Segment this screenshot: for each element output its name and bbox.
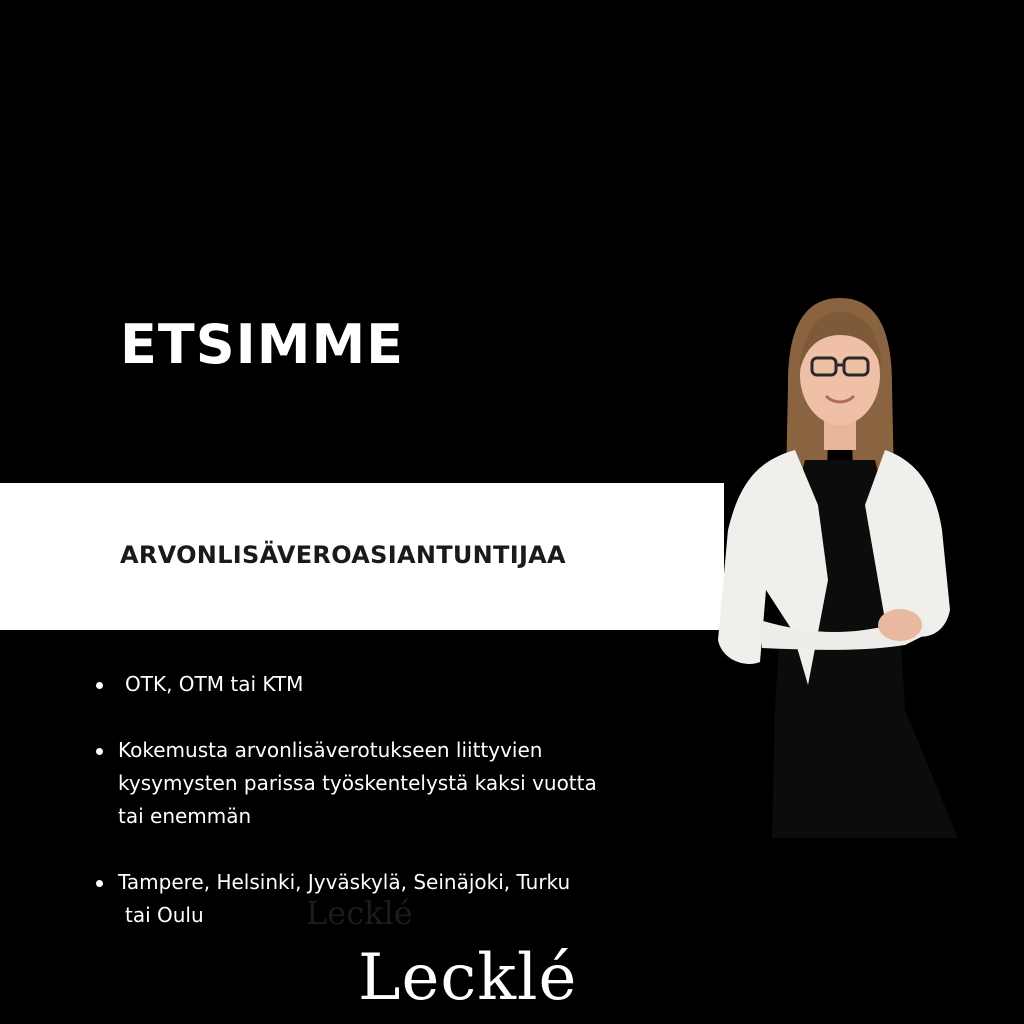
person-photo [700, 290, 980, 850]
requirement-line: OTK, OTM tai KTM [125, 672, 304, 696]
requirement-item [96, 668, 716, 701]
bullet-icon [96, 682, 103, 689]
logo-watermark: Lecklé [306, 894, 413, 932]
company-logo: Lecklé [358, 941, 578, 1015]
bullet-icon [96, 748, 103, 755]
bullet-icon [96, 880, 103, 887]
requirement-line: tai Oulu [125, 903, 204, 927]
requirement-line: tai enemmän [118, 804, 252, 828]
requirement-line: Tampere, Helsinki, Jyväskylä, Seinäjoki, Turku [118, 870, 571, 894]
position-title: ARVONLISÄVEROASIANTUNTIJAA [120, 541, 566, 569]
requirement-line: kysymysten parissa työskentelystä kaksi vuotta [118, 771, 597, 795]
requirement-line: Kokemusta arvonlisäverotukseen liittyvien [118, 738, 543, 762]
page-heading: ETSIMME [120, 313, 405, 376]
requirement-item [96, 734, 716, 833]
